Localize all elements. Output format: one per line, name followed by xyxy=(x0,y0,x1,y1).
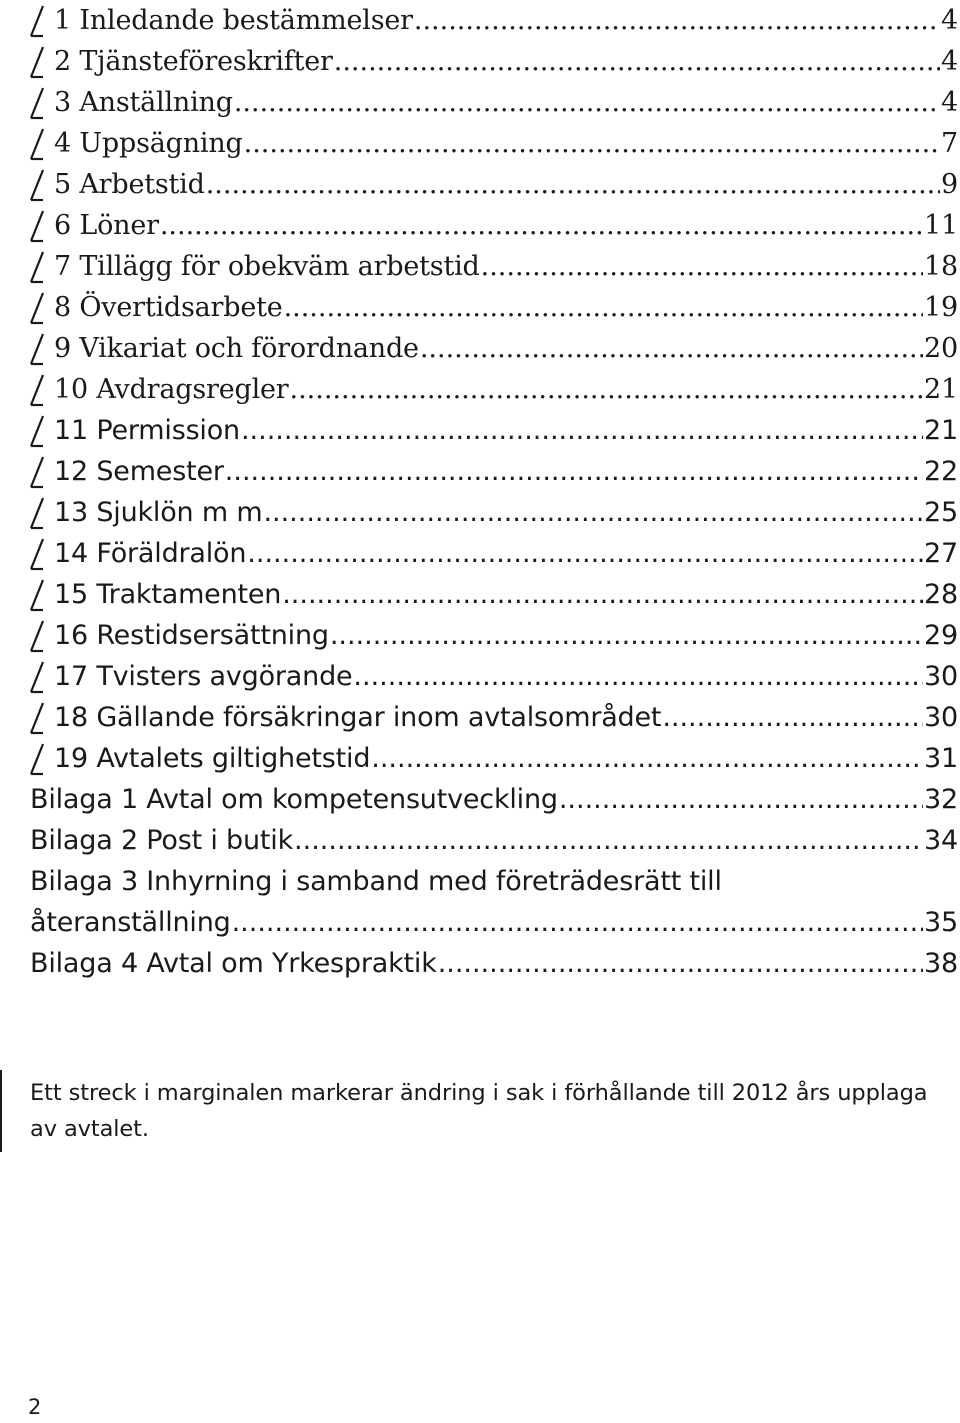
toc-page-number: 4 xyxy=(941,46,958,77)
toc-page-number: 22 xyxy=(924,456,958,487)
toc-entry-label: 2 Tjänsteföreskrifter xyxy=(54,46,333,77)
toc-leader-dots xyxy=(244,123,940,164)
page-number: 2 xyxy=(28,1395,42,1419)
toc-entry-6[interactable] xyxy=(0,205,960,246)
toc-leader-dots xyxy=(334,41,940,82)
toc-entry-label: 10 Avdragsregler xyxy=(54,374,289,405)
toc-entry-16[interactable] xyxy=(0,615,960,656)
toc-entry-label: 15 Traktamenten xyxy=(54,579,282,610)
toc-page-number: 35 xyxy=(924,907,958,938)
toc-leader-dots xyxy=(438,943,923,984)
toc-entry-label: 8 Övertidsarbete xyxy=(54,292,283,323)
toc-entry-14[interactable] xyxy=(0,533,960,574)
toc-appendix-2[interactable] xyxy=(0,820,960,861)
toc-entry-2[interactable] xyxy=(0,41,960,82)
toc-appendix-3-line-1[interactable] xyxy=(0,861,960,902)
toc-page-number: 18 xyxy=(924,251,958,282)
paragraph-section-icon xyxy=(28,578,46,612)
toc-entry-label: 13 Sjuklön m m xyxy=(54,497,263,528)
toc-page-number: 32 xyxy=(924,784,958,815)
toc-leader-dots xyxy=(206,164,940,205)
toc-entry-5[interactable] xyxy=(0,164,960,205)
paragraph-section-icon xyxy=(28,4,46,38)
toc-leader-dots xyxy=(294,820,923,861)
toc-page-number: 34 xyxy=(924,825,958,856)
toc-leader-dots xyxy=(330,615,923,656)
paragraph-section-icon xyxy=(28,291,46,325)
toc-entry-17[interactable] xyxy=(0,656,960,697)
toc-page-number: 30 xyxy=(924,661,958,692)
paragraph-section-icon xyxy=(28,701,46,735)
toc-entry-label: 17 Tvisters avgörande xyxy=(54,661,353,692)
toc-entry-label: återanställning xyxy=(30,907,231,938)
paragraph-section-icon xyxy=(28,619,46,653)
toc-entry-11[interactable] xyxy=(0,410,960,451)
toc-leader-dots xyxy=(160,205,923,246)
toc-leader-dots xyxy=(420,328,923,369)
toc-appendix-3[interactable] xyxy=(0,902,960,943)
paragraph-section-icon xyxy=(28,414,46,448)
toc-page-number: 25 xyxy=(924,497,958,528)
paragraph-section-icon xyxy=(28,660,46,694)
toc-appendix-1[interactable] xyxy=(0,779,960,820)
toc-entry-label: 5 Arbetstid xyxy=(54,169,205,200)
toc-page-number: 31 xyxy=(924,743,958,774)
revision-note xyxy=(0,1070,960,1160)
paragraph-section-icon xyxy=(28,742,46,776)
toc-leader-dots xyxy=(241,410,923,451)
toc-entry-label: 9 Vikariat och förordnande xyxy=(54,333,419,364)
paragraph-section-icon xyxy=(28,168,46,202)
toc-page-number: 21 xyxy=(924,374,958,405)
paragraph-section-icon xyxy=(28,209,46,243)
toc-entry-13[interactable] xyxy=(0,492,960,533)
paragraph-section-icon xyxy=(28,455,46,489)
toc-entry-label: Bilaga 1 Avtal om kompetensutveckling xyxy=(30,784,558,815)
toc-entry-label: 4 Uppsägning xyxy=(54,128,243,159)
toc-page-number: 28 xyxy=(924,579,958,610)
toc-leader-dots xyxy=(371,738,923,779)
toc-entry-label: 3 Anställning xyxy=(54,87,233,118)
toc-page-number: 30 xyxy=(924,702,958,733)
revision-note-text: Ett streck i marginalen markerar ändring i sak i förhållande till 2012 års upplaga av avtalet. xyxy=(30,1080,928,1142)
paragraph-section-icon xyxy=(28,127,46,161)
toc-page-number: 9 xyxy=(941,169,958,200)
toc-entry-label: 14 Föräldralön xyxy=(54,538,247,569)
toc-entry-8[interactable] xyxy=(0,287,960,328)
toc-leader-dots xyxy=(232,902,923,943)
paragraph-section-icon xyxy=(28,373,46,407)
paragraph-section-icon xyxy=(28,45,46,79)
toc-page-number: 27 xyxy=(924,538,958,569)
toc-leader-dots xyxy=(290,369,924,410)
toc-leader-dots xyxy=(247,533,923,574)
toc-appendix-4[interactable] xyxy=(0,943,960,984)
toc-entry-label: 11 Permission xyxy=(54,415,240,446)
toc-entry-15[interactable] xyxy=(0,574,960,615)
paragraph-section-icon xyxy=(28,496,46,530)
toc-entry-4[interactable] xyxy=(0,123,960,164)
toc-entry-1[interactable] xyxy=(0,0,960,41)
toc-page-number: 4 xyxy=(941,5,958,36)
toc-leader-dots xyxy=(225,451,923,492)
toc-entry-3[interactable] xyxy=(0,82,960,123)
toc-entry-label: Bilaga 3 Inhyrning i samband med företrädesrätt till xyxy=(30,866,722,897)
paragraph-section-icon xyxy=(28,537,46,571)
paragraph-section-icon xyxy=(28,250,46,284)
toc-leader-dots xyxy=(662,697,923,738)
toc-leader-dots xyxy=(353,656,923,697)
toc-entry-10[interactable] xyxy=(0,369,960,410)
toc-page-number: 29 xyxy=(924,620,958,651)
margin-change-bar xyxy=(0,1070,2,1152)
toc-entry-7[interactable] xyxy=(0,246,960,287)
toc-leader-dots xyxy=(559,779,923,820)
toc-leader-dots xyxy=(234,82,940,123)
toc-entry-label: 16 Restidsersättning xyxy=(54,620,329,651)
toc-entry-label: 1 Inledande bestämmelser xyxy=(54,5,413,36)
toc-entry-12[interactable] xyxy=(0,451,960,492)
toc-leader-dots xyxy=(481,246,923,287)
toc-entry-label: 7 Tillägg för obekväm arbetstid xyxy=(54,251,480,282)
toc-page-number: 21 xyxy=(924,415,958,446)
toc-page-number: 20 xyxy=(924,333,958,364)
toc-leader-dots xyxy=(282,574,923,615)
paragraph-section-icon xyxy=(28,332,46,366)
toc-page-number: 38 xyxy=(924,948,958,979)
toc-entry-label: 6 Löner xyxy=(54,210,159,241)
toc-entry-19[interactable] xyxy=(0,738,960,779)
toc-entry-label: Bilaga 2 Post i butik xyxy=(30,825,294,856)
toc-leader-dots xyxy=(284,287,923,328)
toc-entry-18[interactable] xyxy=(0,697,960,738)
toc-leader-dots xyxy=(263,492,923,533)
toc-entry-9[interactable] xyxy=(0,328,960,369)
toc-entry-label: Bilaga 4 Avtal om Yrkespraktik xyxy=(30,948,437,979)
toc-entry-label: 18 Gällande försäkringar inom avtalsområdet xyxy=(54,702,662,733)
toc-page-number: 19 xyxy=(924,292,958,323)
toc-page-number: 4 xyxy=(941,87,958,118)
paragraph-section-icon xyxy=(28,86,46,120)
toc-page-number: 11 xyxy=(924,210,958,241)
toc-entry-label: 12 Semester xyxy=(54,456,224,487)
toc-leader-dots xyxy=(414,0,940,41)
toc-entry-label: 19 Avtalets giltighetstid xyxy=(54,743,371,774)
toc-page-number: 7 xyxy=(941,128,958,159)
